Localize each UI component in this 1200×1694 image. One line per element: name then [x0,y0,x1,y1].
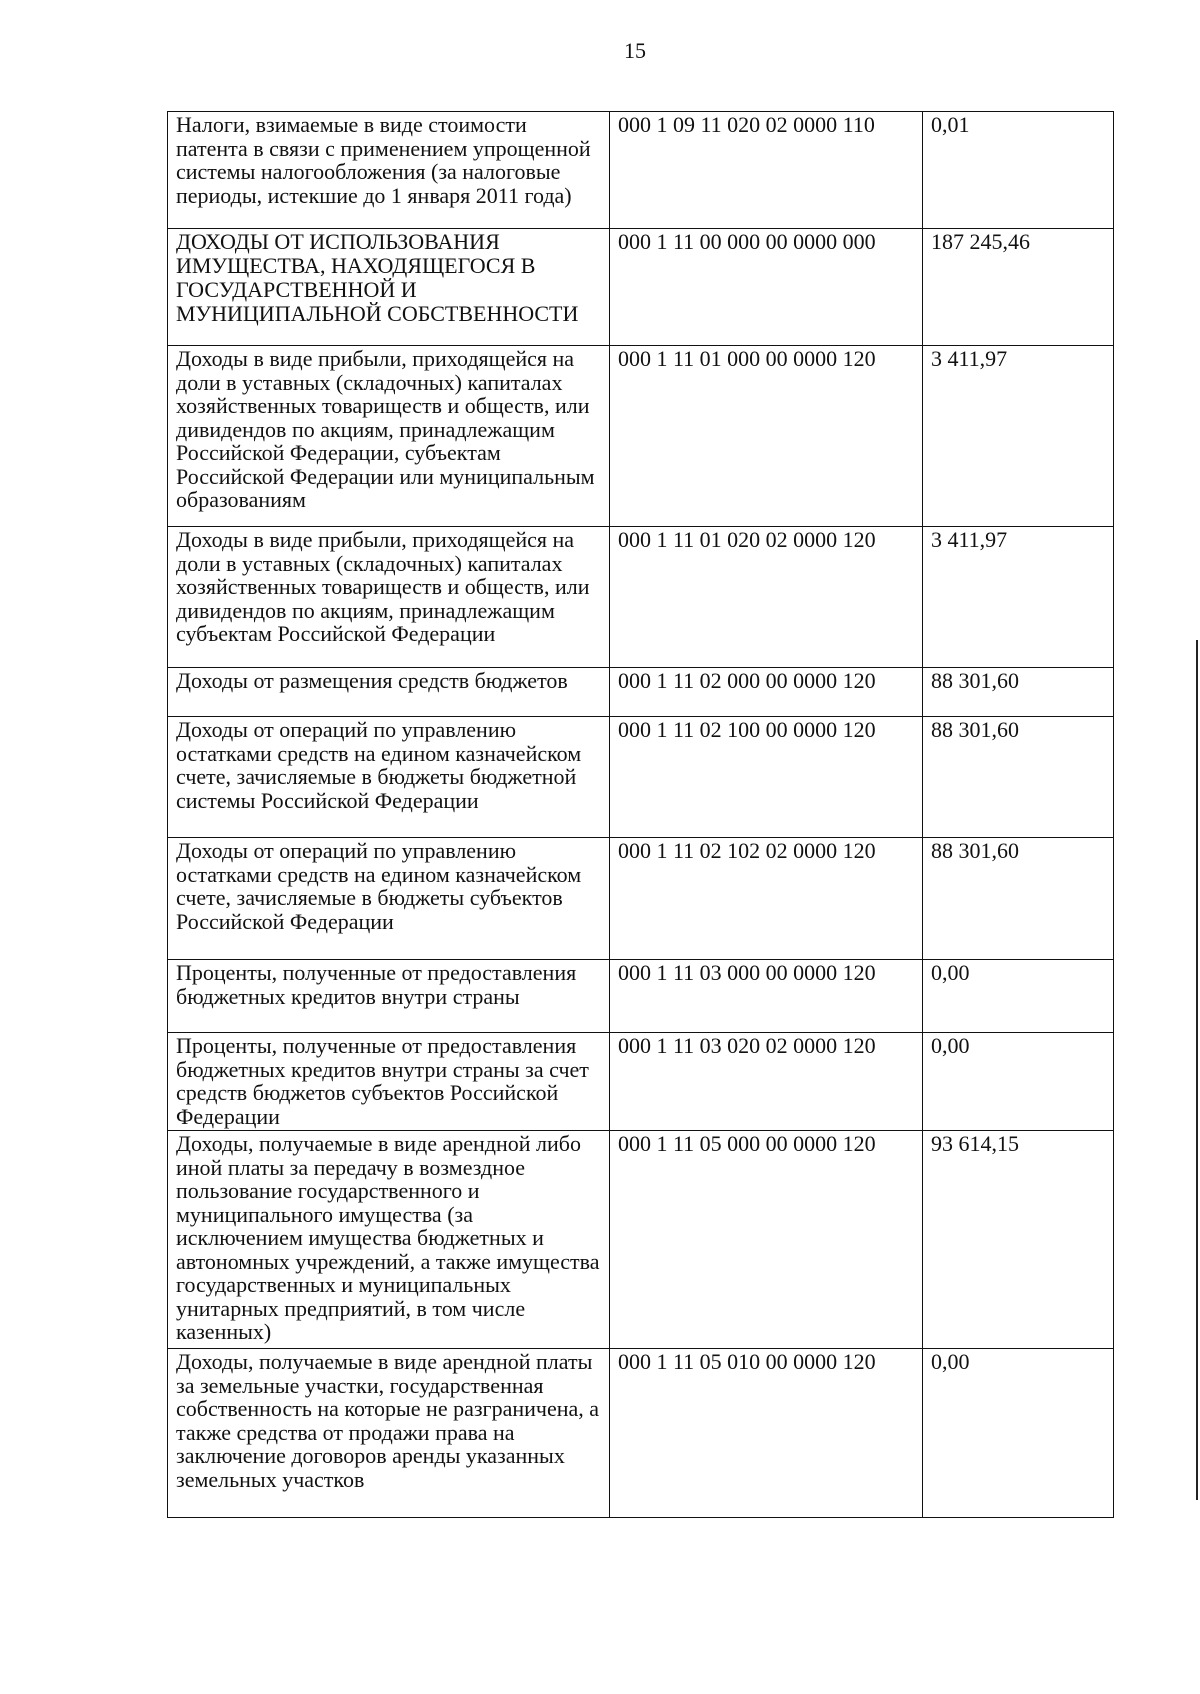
table-row [168,346,1114,527]
row-name: Налоги, взимаемые в виде стоимости патента в связи с применением упрощенной системы налогообложения (за налоговые периоды, истекшие до 1 января 2011 года) [168,112,610,229]
row-amount: 88 301,60 [923,838,1114,960]
table-row [168,717,1114,838]
row-amount: 93 614,15 [923,1131,1114,1349]
row-amount: 0,00 [923,1349,1114,1518]
row-code: 000 1 11 03 000 00 0000 120 [610,960,923,1033]
row-name: Доходы от размещения средств бюджетов [168,668,610,717]
row-code: 000 1 11 02 102 02 0000 120 [610,838,923,960]
row-code: 000 1 11 02 000 00 0000 120 [610,668,923,717]
row-code: 000 1 11 00 000 00 0000 000 [610,229,923,346]
table-row [168,1349,1114,1518]
row-amount: 0,00 [923,960,1114,1033]
row-name: Проценты, полученные от предоставления бюджетных кредитов внутри страны за счет средств бюджетов субъектов Российской Федерации [168,1033,610,1131]
row-amount: 0,00 [923,1033,1114,1131]
row-name: Доходы от операций по управлению остатками средств на едином казначейском счете, зачисляемые в бюджеты бюджетной системы Российской Федерации [168,717,610,838]
row-name: Доходы, получаемые в виде арендной платы за земельные участки, государственная собственность на которые не разграничена, а также средства от продажи права на заключение договоров аренды указанных земельных участков [168,1349,610,1518]
page-number: 15 [624,38,646,63]
row-amount: 0,01 [923,112,1114,229]
row-code: 000 1 11 05 000 00 0000 120 [610,1131,923,1349]
row-amount: 88 301,60 [923,668,1114,717]
row-code: 000 1 11 02 100 00 0000 120 [610,717,923,838]
scan-margin-line [1196,640,1198,1500]
row-name: Доходы, получаемые в виде арендной либо иной платы за передачу в возмездное пользование государственного и муниципального имущества (за исключением имущества бюджетных и автономных учреждений, а также имущества государственных и муниципальных унитарных предприятий, в том числе казенных) [168,1131,610,1349]
row-code: 000 1 09 11 020 02 0000 110 [610,112,923,229]
row-code: 000 1 11 01 000 00 0000 120 [610,346,923,527]
table-row [168,112,1114,229]
row-name: Доходы в виде прибыли, приходящейся на доли в уставных (складочных) капиталах хозяйственных товариществ и обществ, или дивидендов по акциям, принадлежащим Российской Федерации, субъектам Российской Федерации или муниципальным образованиям [168,346,610,527]
table-row [168,668,1114,717]
row-name: Доходы от операций по управлению остатками средств на едином казначейском счете, зачисляемые в бюджеты субъектов Российской Федерации [168,838,610,960]
table-row [168,1033,1114,1131]
row-code: 000 1 11 03 020 02 0000 120 [610,1033,923,1131]
row-amount: 3 411,97 [923,527,1114,668]
row-name: Проценты, полученные от предоставления бюджетных кредитов внутри страны [168,960,610,1033]
row-name: Доходы в виде прибыли, приходящейся на доли в уставных (складочных) капиталах хозяйственных товариществ и обществ, или дивидендов по акциям, принадлежащим субъектам Российской Федерации [168,527,610,668]
revenue-table [167,111,1114,1518]
row-amount: 3 411,97 [923,346,1114,527]
table-row [168,960,1114,1033]
row-amount: 187 245,46 [923,229,1114,346]
table-row [168,838,1114,960]
row-name: ДОХОДЫ ОТ ИСПОЛЬЗОВАНИЯ ИМУЩЕСТВА, НАХОДЯЩЕГОСЯ В ГОСУДАРСТВЕННОЙ И МУНИЦИПАЛЬНОЙ СОБСТВЕННОСТИ [168,229,610,346]
table-row [168,527,1114,668]
row-code: 000 1 11 05 010 00 0000 120 [610,1349,923,1518]
table-row [168,1131,1114,1349]
table-row [168,229,1114,346]
row-amount: 88 301,60 [923,717,1114,838]
row-code: 000 1 11 01 020 02 0000 120 [610,527,923,668]
